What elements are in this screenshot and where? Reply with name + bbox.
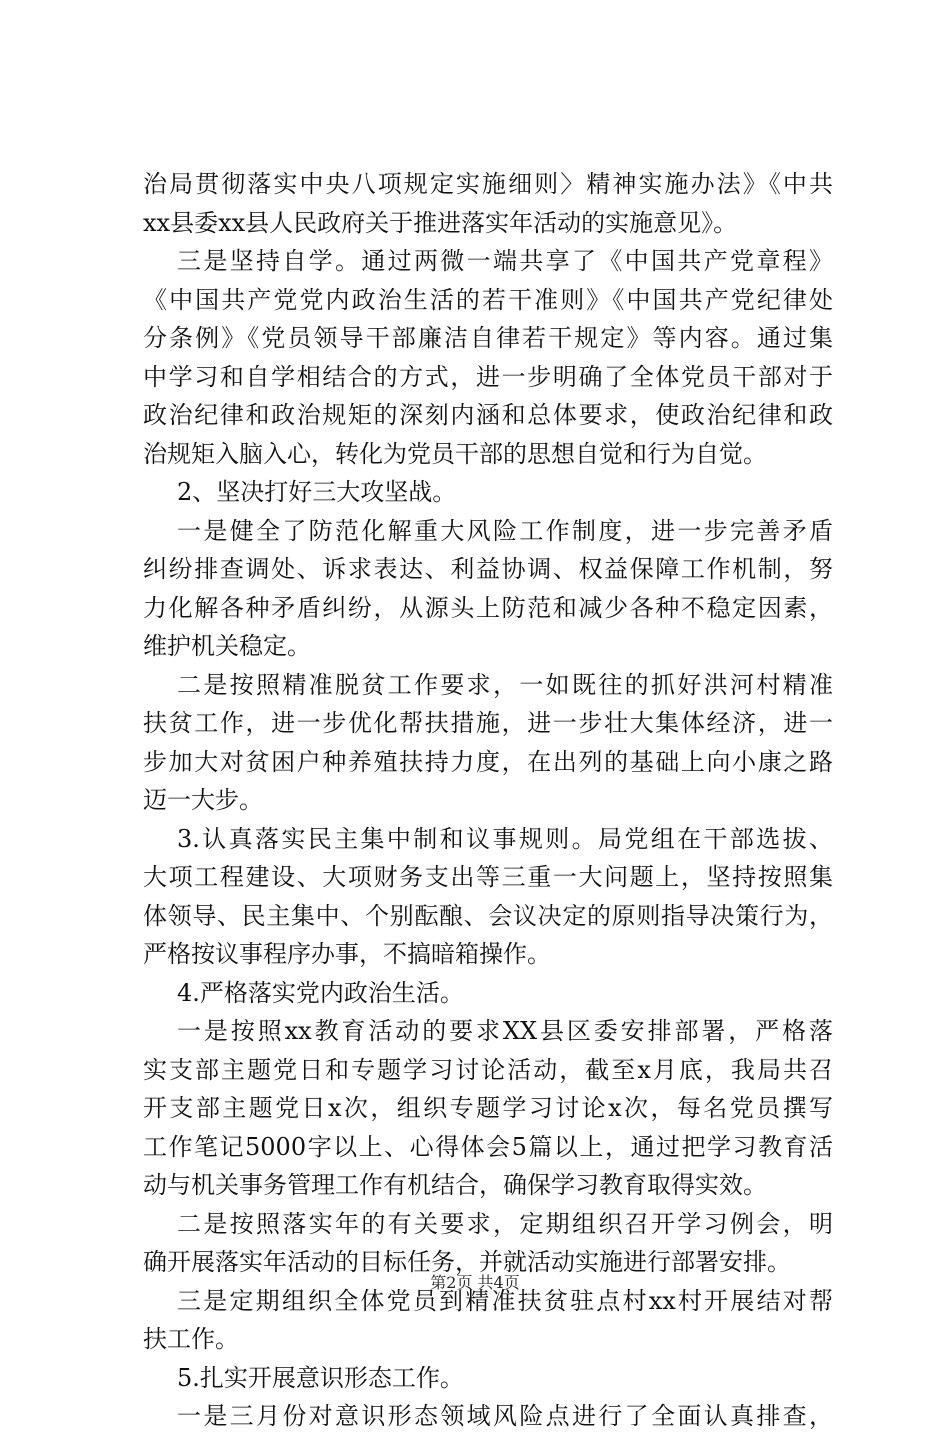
text-line: 实支部主题党日和专题学习讨论活动，截至x月底，我局共召 xyxy=(143,1055,833,1084)
text-line: 《中国共产党党内政治生活的若干准则》《中国共产党纪律处 xyxy=(143,285,833,314)
text-line: 大项工程建设、大项财务支出等三重一大问题上，坚持按照集 xyxy=(143,863,833,891)
text-line: 纠纷排查调处、诉求表达、利益协调、权益保障工作机制，努 xyxy=(143,555,833,583)
text-line: 步加大对贫困户种养殖扶持力度，在出列的基础上向小康之路 xyxy=(143,747,833,776)
text-line: 扶工作。 xyxy=(143,1325,239,1353)
text-line: 一是三月份对意识形态领域风险点进行了全面认真排查， xyxy=(177,1402,833,1430)
text-line: 一是健全了防范化解重大风险工作制度，进一步完善矛盾 xyxy=(177,516,833,545)
text-line: 政治纪律和政治规矩的深刻内涵和总体要求，使政治纪律和政 xyxy=(143,401,833,429)
text-line: 确开展落实年活动的目标任务，并就活动实施进行部署安排。 xyxy=(143,1248,791,1276)
text-line: 分条例》《党员领导干部廉洁自律若干规定》等内容。通过集 xyxy=(143,324,833,352)
text-line: 2、坚决打好三大攻坚战。 xyxy=(177,478,457,506)
page-footer: 第2页 共4页 xyxy=(430,1273,520,1292)
text-line: 严格按议事程序办事，不搞暗箱操作。 xyxy=(143,940,551,968)
text-line: 工作笔记5000字以上、心得体会5篇以上，通过把学习教育活 xyxy=(143,1132,833,1161)
text-line: 扶贫工作，进一步优化帮扶措施，进一步壮大集体经济，进一 xyxy=(143,709,833,737)
text-line: 治规矩入脑入心，转化为党员干部的思想自觉和行为自觉。 xyxy=(143,439,767,468)
text-line: 维护机关稳定。 xyxy=(143,632,311,660)
text-line: 4.严格落实党内政治生活。 xyxy=(177,978,464,1007)
text-line: 5.扎实开展意识形态工作。 xyxy=(177,1363,464,1392)
text-line: 一是按照xx教育活动的要求XX县区委安排部署，严格落 xyxy=(177,1017,833,1045)
text-line: 迈一大步。 xyxy=(143,786,263,814)
text-line: 三是坚持自学。通过两微一端共享了《中国共产党章程》 xyxy=(177,247,833,275)
text-line: 动与机关事务管理工作有机结合，确保学习教育取得实效。 xyxy=(143,1171,767,1199)
text-line: 三是定期组织全体党员到精准扶贫驻点村xx村开展结对帮 xyxy=(177,1286,833,1315)
text-line: 二是按照落实年的有关要求，定期组织召开学习例会，明 xyxy=(177,1209,833,1238)
text-line: 中学习和自学相结合的方式，进一步明确了全体党员干部对于 xyxy=(143,362,833,391)
text-line: 体领导、民主集中、个别酝酿、会议决定的原则指导决策行为， xyxy=(143,901,833,930)
text-line: 力化解各种矛盾纠纷，从源头上防范和减少各种不稳定因素， xyxy=(143,593,833,622)
text-line: 治局贯彻落实中央八项规定实施细则〉精神实施办法》《中共 xyxy=(143,170,833,198)
text-line: 开支部主题党日x次，组织专题学习讨论x次，每名党员撰写 xyxy=(143,1094,833,1122)
text-line: 3.认真落实民主集中制和议事规则。局党组在干部选拔、 xyxy=(177,824,833,853)
text-line: xx县委xx县人民政府关于推进落实年活动的实施意见》。 xyxy=(143,208,738,237)
text-line: 二是按照精准脱贫工作要求，一如既往的抓好洪河村精准 xyxy=(177,670,833,699)
document-body xyxy=(143,165,833,1436)
